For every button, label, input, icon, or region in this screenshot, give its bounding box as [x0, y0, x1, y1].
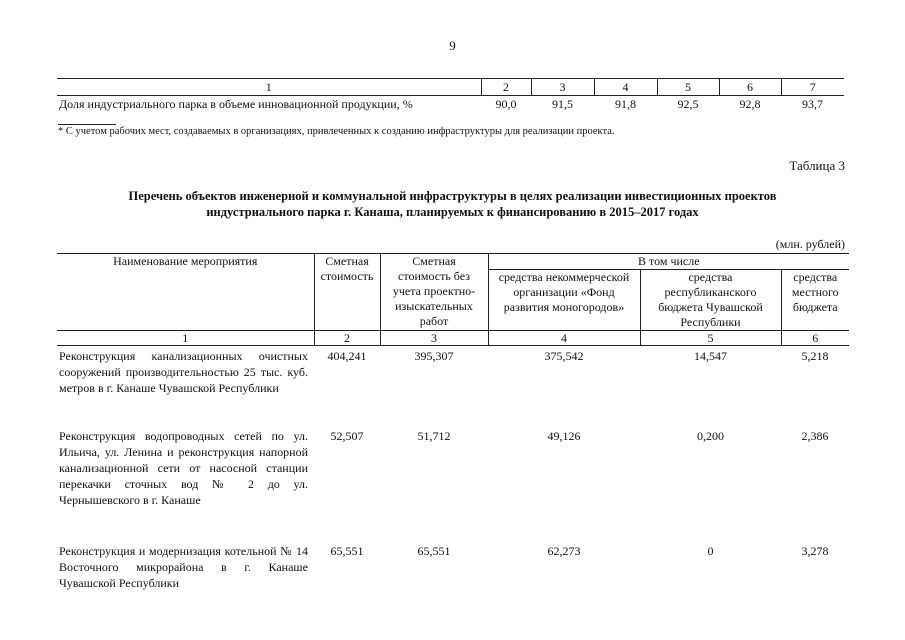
cell-local: 3,278: [801, 543, 829, 558]
col-num: 5: [640, 331, 781, 346]
cell-cost-without: 395,307: [414, 349, 454, 363]
cell-value: 91,5: [552, 97, 573, 111]
col-num: 6: [719, 79, 781, 96]
col-num: 4: [488, 331, 640, 346]
col-num: 3: [380, 331, 488, 346]
table-label: Таблица 3: [789, 158, 845, 173]
col-num: 6: [781, 331, 849, 346]
cell-republic: 0,200: [697, 428, 724, 443]
cell-fund: 49,126: [547, 428, 581, 443]
header-cost: Сметная стоимость: [314, 254, 380, 331]
cell-value: 90,0: [495, 97, 517, 111]
table-row: [57, 96, 844, 113]
col-num: 5: [657, 79, 719, 96]
title-line-1: Перечень объектов инженерной и коммунальной инфраструктуры в целях реализации инвестиционных проектов: [128, 189, 777, 203]
row-name: Реконструкция и модернизация котельной № 14 Восточного микрорайона в г. Канаше Чувашской Республики: [59, 543, 308, 590]
table-row: [57, 541, 849, 591]
cell-fund: 375,542: [544, 349, 584, 363]
header-including: В том числе: [488, 254, 849, 270]
col-num: 4: [594, 79, 657, 96]
header-local: средства местного бюджета: [781, 270, 849, 331]
header-cost-without: Сметная стоимость без учета проектно-изыскательных работ: [380, 254, 488, 331]
cell-fund: 62,273: [547, 543, 581, 558]
cell-cost: 65,551: [330, 543, 364, 558]
page-number: 9: [449, 38, 456, 53]
header-republic: средства республиканского бюджета Чувашской Республики: [640, 270, 781, 331]
cell-cost-without: 51,712: [417, 428, 451, 443]
cell-cost: 52,507: [330, 428, 364, 443]
table-title: [80, 188, 825, 220]
cell-republic: 0: [707, 543, 714, 558]
cell-cost: 404,241: [327, 349, 367, 363]
cell-value: 91,8: [615, 97, 636, 111]
row-label: Доля индустриального парка в объеме инновационной продукции, %: [59, 97, 413, 111]
col-num: 1: [57, 79, 481, 96]
table-row: [57, 346, 849, 426]
indicators-table-continued: [57, 78, 844, 112]
table-row: [57, 426, 849, 541]
footnote-divider: [58, 124, 116, 125]
col-num: 2: [314, 331, 380, 346]
cell-value: 92,5: [677, 97, 699, 111]
cell-local: 5,218: [801, 349, 829, 363]
cell-value: 92,8: [739, 97, 761, 111]
infrastructure-table: [57, 253, 849, 591]
column-number-row: [57, 331, 849, 346]
header-row: [57, 254, 849, 270]
col-num: 7: [781, 79, 844, 96]
col-num: 3: [531, 79, 594, 96]
cell-cost-without: 65,551: [417, 543, 451, 558]
title-line-2: индустриального парка г. Канаша, планируемых к финансированию в 2015–2017 годах: [206, 205, 699, 219]
unit-label: (млн. рублей): [775, 237, 845, 251]
cell-local: 2,386: [801, 428, 829, 443]
cell-republic: 14,547: [694, 349, 727, 363]
footnote: * С учетом рабочих мест, создаваемых в организациях, привлеченных к созданию инфраструктуры для реализации проекта.: [58, 126, 615, 137]
col-num: 1: [57, 331, 314, 346]
col-num: 2: [481, 79, 531, 96]
column-number-row: [57, 79, 844, 96]
row-name: Реконструкция канализационных очистных сооружений производительностью 25 тыс. куб. метров в г. Канаше Чувашской Республики: [59, 349, 308, 395]
header-name: Наименование мероприятия: [57, 254, 314, 331]
cell-value: 93,7: [802, 97, 823, 111]
header-fund: средства некоммерческой организации «Фонд развития моногородов»: [488, 270, 640, 331]
row-name: Реконструкция водопроводных сетей по ул. Ильича, ул. Ленина и реконструкция напорной канализационной сети от насосной станции перекачки сточных вод № 2 до ул. Чернышевского в г. Канаше: [59, 428, 308, 507]
